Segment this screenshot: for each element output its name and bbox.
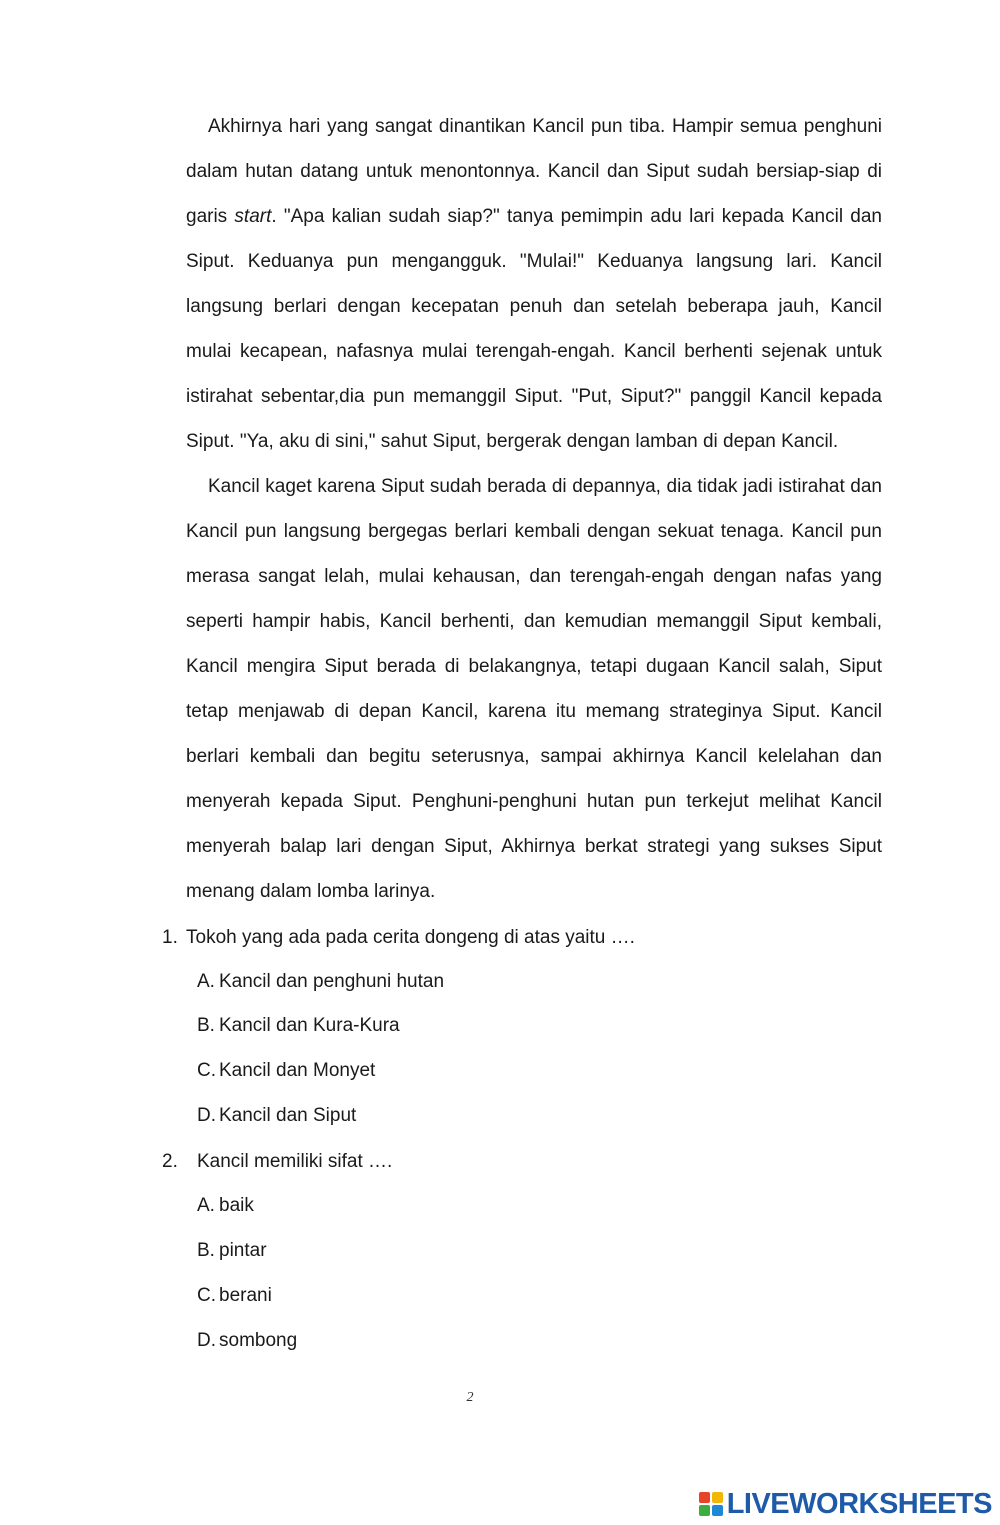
- option-text: Kancil dan Monyet: [219, 1060, 376, 1081]
- option-letter: B.: [197, 1240, 215, 1261]
- q2-option-b[interactable]: [197, 1239, 267, 1263]
- story-paragraph-2: [186, 464, 882, 914]
- option-letter: A.: [197, 971, 215, 992]
- paragraph-1-text-start: Akhirnya hari yang sangat dinantikan Kancil pun tiba. Hampir semua penghuni dalam hutan datang untuk menontonnya. Kancil dan Siput sudah bersiap-siap di garis: [186, 116, 882, 227]
- page-number: 2: [466, 1390, 474, 1405]
- question-text: Tokoh yang ada pada cerita dongeng di atas yaitu ….: [186, 927, 635, 948]
- q2-option-a[interactable]: [197, 1194, 254, 1218]
- question-text: Kancil memiliki sifat ….: [197, 1151, 393, 1172]
- q2-option-c[interactable]: [197, 1284, 272, 1308]
- option-text: Kancil dan penghuni hutan: [219, 971, 445, 992]
- q1-option-c[interactable]: [197, 1059, 375, 1083]
- option-letter: A.: [197, 1195, 215, 1216]
- q1-option-d[interactable]: [197, 1104, 356, 1128]
- option-letter: B.: [197, 1015, 215, 1036]
- option-text: baik: [219, 1195, 254, 1216]
- logo-square-icon: [712, 1505, 723, 1516]
- option-letter: C.: [197, 1060, 216, 1081]
- q1-option-b[interactable]: [197, 1014, 400, 1038]
- option-text: Kancil dan Kura-Kura: [219, 1015, 400, 1036]
- question-1: [162, 926, 635, 950]
- option-letter: C.: [197, 1285, 216, 1306]
- logo-text: LIVEWORKSHEETS: [726, 1487, 992, 1520]
- option-text: berani: [219, 1285, 272, 1306]
- paragraph-1-text-end: . "Apa kalian sudah siap?" tanya pemimpin adu lari kepada Kancil dan Siput. Keduanya pun mengangguk. "Mulai!" Keduanya langsung lari. Kancil langsung berlari dengan kecepatan penuh dan setelah beberapa jauh, Kancil mulai kecapean, nafasnya mulai terengah-engah. Kancil berhenti sejenak untuk istirahat sebentar,dia pun memanggil Siput. "Put, Siput?" panggil Kancil kepada Siput. "Ya, aku di sini," sahut Siput, bergerak dengan lamban di depan Kancil.: [186, 206, 882, 452]
- question-2: [162, 1150, 392, 1174]
- italic-word-start: start: [234, 206, 272, 227]
- option-text: pintar: [219, 1240, 267, 1261]
- question-number: 2.: [162, 1151, 178, 1172]
- question-number: 1.: [162, 927, 178, 948]
- paragraph-2-text: Kancil kaget karena Siput sudah berada di depannya, dia tidak jadi istirahat dan Kancil pun langsung bergegas berlari kembali dengan sekuat tenaga. Kancil pun merasa sangat lelah, mulai kehausan, dan terengah-engah dengan nafas yang seperti hampir habis, Kancil berhenti, dan kemudian memanggil Siput kembali, Kancil mengira Siput berada di belakangnya, tetapi dugaan Kancil salah, Siput tetap menjawab di depan Kancil, karena itu memang strateginya Siput. Kancil berlari kembali dan begitu seterusnya, sampai akhirnya Kancil kelelahan dan menyerah kepada Siput. Penghuni-penghuni hutan pun terkejut melihat Kancil menyerah balap lari dengan Siput, Akhirnya berkat strategi yang sukses Siput menang dalam lomba larinya.: [186, 476, 882, 902]
- option-letter: D.: [197, 1330, 216, 1351]
- logo-square-icon: [712, 1492, 723, 1503]
- story-paragraph-1: [186, 104, 882, 464]
- logo-square-icon: [699, 1505, 710, 1516]
- q2-option-d[interactable]: [197, 1329, 297, 1353]
- option-text: sombong: [219, 1330, 298, 1351]
- q1-option-a[interactable]: [197, 970, 444, 994]
- option-text: Kancil dan Siput: [219, 1105, 357, 1126]
- liveworksheets-logo-icon: [699, 1492, 723, 1516]
- liveworksheets-logo[interactable]: [699, 1487, 992, 1521]
- option-letter: D.: [197, 1105, 216, 1126]
- logo-square-icon: [699, 1492, 710, 1503]
